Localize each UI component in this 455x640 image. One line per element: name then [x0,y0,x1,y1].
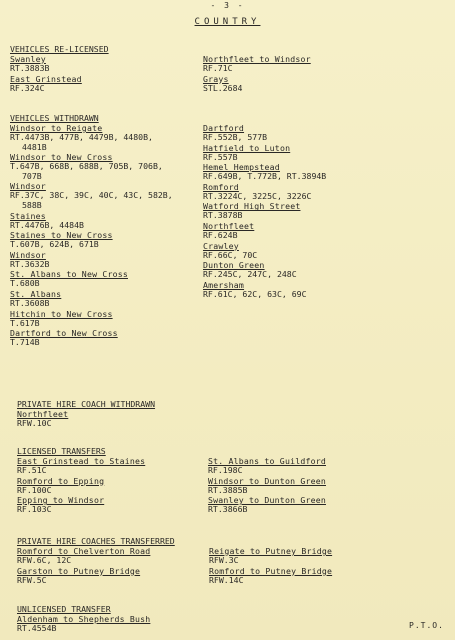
route-name: East Grinstead to Staines [17,456,146,466]
route-entry [209,546,332,566]
vehicle-registrations: T.647B, 668B, 688B, 705B, 706B, [10,161,163,172]
section-withdrawn-right [203,123,326,299]
route-entry [17,495,145,515]
section-heading: LICENSED TRANSFERS [17,446,106,456]
route-name: Swanley to Dunton Green [208,495,326,506]
vehicle-registrations: STL.2684 [203,82,243,93]
route-entry [203,260,326,280]
vehicle-registrations: RF.51C [17,465,47,475]
route-entry [10,309,173,329]
route-entry [203,143,326,163]
vehicle-registrations: RT.3224C, 3225C, 3226C [203,190,312,201]
route-entry [203,54,311,74]
route-name: Romford to Chelverton Road [17,546,151,556]
route-entry [10,250,173,270]
route-entry [208,456,326,476]
vehicle-registrations: RFW.14C [209,574,244,585]
vehicle-registrations: 4481B [22,141,47,152]
vehicle-registrations: RFW.5C [17,574,47,585]
vehicle-registrations: RFW.6C, 12C [17,555,72,565]
vehicle-registrations: T.680B [10,278,40,289]
route-entry [203,162,326,182]
route-name: Dartford to New Cross [10,328,118,339]
route-name: Romford to Putney Bridge [209,565,333,576]
route-entry [10,328,173,348]
route-name: Reigate to Putney Bridge [209,546,333,556]
route-name: Windsor [10,181,46,192]
route-entry [10,230,173,250]
route-entry [208,495,326,515]
vehicle-registrations: RF.552B, 577B [203,132,268,142]
route-entry [17,614,150,634]
route-entry [10,181,173,210]
route-name: Hatfield to Luton [203,142,291,153]
route-entry [208,476,326,496]
vehicle-registrations: 707B [22,170,42,181]
vehicle-registrations: RFW.3C [209,555,239,565]
route-entry [17,546,175,566]
vehicle-registrations: RT.3883B [10,63,50,73]
vehicle-registrations: 588B [22,199,42,210]
route-entry [17,476,145,496]
vehicle-registrations: RT.4554B [17,623,57,633]
route-name: Amersham [203,279,245,290]
route-name: Windsor [10,249,46,260]
route-entry [17,566,175,586]
vehicle-registrations: RFW.10C [17,418,52,428]
route-entry [10,289,173,309]
section-heading: PRIVATE HIRE COACH WITHDRAWN [17,399,156,409]
vehicle-registrations: RT.3878B [203,210,243,221]
route-name: Northfleet to Windsor [203,54,311,64]
page-number: - 3 - [210,1,245,10]
section-heading: VEHICLES RE-LICENSED [10,44,109,54]
route-entry [10,269,173,289]
vehicle-registrations: RF.557B [203,151,238,162]
route-name: St. Albans to Guildford [208,456,326,466]
route-entry [10,211,173,231]
section-licensed-transfers-left [17,446,145,515]
route-entry [203,221,326,241]
vehicle-registrations: RF.624B [203,229,238,240]
vehicle-registrations: RF.37C, 38C, 39C, 40C, 43C, 582B, [10,190,173,201]
vehicle-registrations: RT.3866B [208,504,248,515]
vehicle-registrations: RF.649B, T.772B, RT.3894B [203,171,327,182]
route-name: Romford to Epping [17,475,105,486]
route-name: Windsor to New Cross [10,152,113,163]
route-name: Dartford [203,123,245,133]
route-name: Romford [203,181,239,192]
vehicle-registrations: RF.61C, 62C, 63C, 69C [203,288,307,299]
page-title: COUNTRY [194,17,261,27]
route-name: St. Albans to New Cross [10,269,128,280]
vehicle-registrations: RF.245C, 247C, 248C [203,269,297,280]
route-entry [10,123,173,152]
route-name: Epping to Windsor [17,495,105,506]
route-entry [203,74,311,94]
route-name: Crawley [203,240,239,251]
route-name: Aldenham to Shepherds Bush [17,614,151,624]
route-name: Northfleet [17,409,69,419]
section-licensed-transfers-right [208,456,326,515]
vehicle-registrations: T.617B [10,317,40,328]
route-entry [10,54,109,74]
route-name: Hitchin to New Cross [10,308,113,319]
section-heading: VEHICLES WITHDRAWN [10,113,99,123]
route-entry [10,152,173,181]
vehicle-registrations: RF.198C [208,465,243,475]
section-relicensed-right [203,54,311,93]
route-name: St. Albans [10,288,62,299]
section-withdrawn-left [10,113,173,348]
route-name: Hemel Hempstead [203,162,280,173]
section-unlicensed-transfer [17,604,150,634]
section-private-hire-withdrawn [17,399,155,429]
vehicle-registrations: T.714B [10,337,40,348]
route-entry [203,241,326,261]
route-entry [203,280,326,300]
section-relicensed-left [10,44,109,93]
section-heading: PRIVATE HIRE COACHES TRANSFERRED [17,536,175,546]
route-name: Staines [10,210,46,221]
vehicle-registrations: RF.324C [10,82,45,93]
vehicle-registrations: RT.4473B, 477B, 4479B, 4480B, [10,132,153,142]
route-name: Garston to Putney Bridge [17,565,141,576]
route-entry [17,456,145,476]
route-name: Swanley [10,54,46,64]
vehicle-registrations: RF.100C [17,484,52,495]
vehicle-registrations: RF.66C, 70C [203,249,258,260]
vehicle-registrations: RF.103C [17,504,52,515]
route-name: Windsor to Dunton Green [208,475,326,486]
route-name: Dunton Green [203,260,265,271]
section-coaches-transferred-right [209,546,332,585]
vehicle-registrations: RT.3885B [208,484,248,495]
vehicle-registrations: RT.3632B [10,258,50,269]
route-entry [203,123,326,143]
pto-note: P.T.O. [409,621,444,630]
route-name: Grays [203,73,229,84]
section-heading: UNLICENSED TRANSFER [17,604,111,614]
route-entry [17,409,155,429]
route-entry [10,74,109,94]
section-coaches-transferred-left [17,536,175,585]
route-entry [203,182,326,202]
route-name: Northfleet [203,220,255,231]
vehicle-registrations: RT.3608B [10,297,50,308]
vehicle-registrations: RF.71C [203,63,233,73]
route-name: East Grinstead [10,73,82,84]
route-name: Windsor to Reigate [10,123,103,133]
route-entry [209,566,332,586]
vehicle-registrations: T.607B, 624B, 671B [10,239,99,250]
route-name: Watford High Street [203,201,301,212]
route-name: Staines to New Cross [10,230,113,241]
route-entry [203,201,326,221]
vehicle-registrations: RT.4476B, 4484B [10,219,84,230]
